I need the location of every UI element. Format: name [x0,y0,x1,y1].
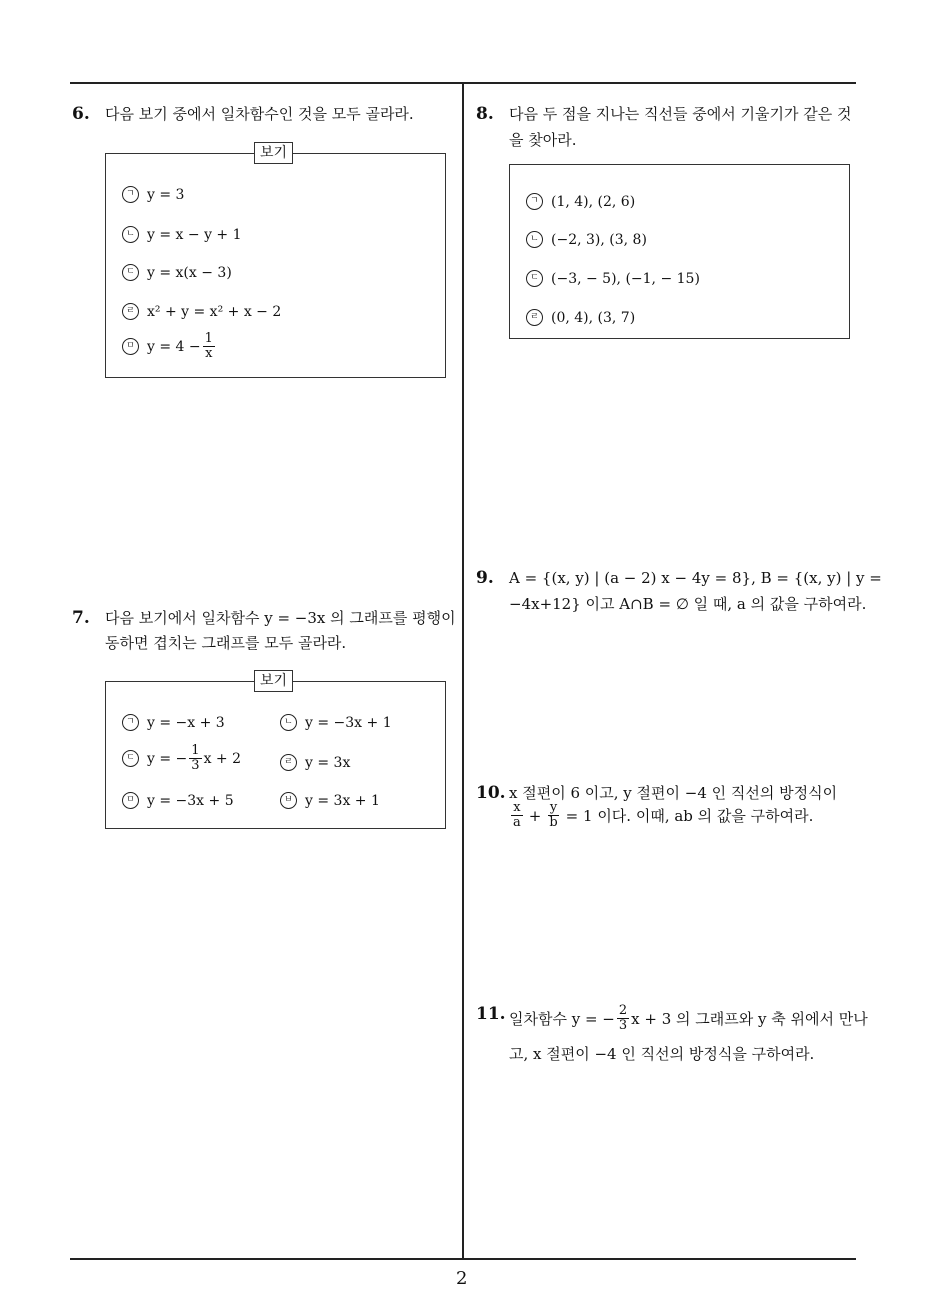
q6-item-5 [122,332,217,361]
q11-line-1-pre: 일차함수 y = − [509,1010,615,1028]
q11-frac-den: 3 [618,1018,628,1033]
q8-item-4-expr: (0, 4), (3, 7) [551,309,636,326]
q7-item-4 [280,754,350,771]
q7-item-3-fraction [189,744,201,773]
q7-line-2: 동하면 겹치는 그래프를 모두 골라라. [105,634,347,652]
q10-frac-1 [511,801,523,830]
q8-item-3-expr: (−3, − 5), (−1, − 15) [551,270,700,287]
q7-item-4-mark: ㄹ [280,754,297,771]
q7-item-6-expr: y = 3x + 1 [305,792,380,809]
q6-item-2-mark: ㄴ [122,226,139,243]
q7-item-3-expr-post: x + 2 [203,750,241,767]
q10-frac-2-den: b [549,815,558,830]
q10-line-1: x 절편이 6 이고, y 절편이 −4 인 직선의 방정식이 [509,784,838,802]
q11-line-1 [509,1004,868,1033]
q6-item-1-expr: y = 3 [147,186,185,203]
q6-text: 다음 보기 중에서 일차함수인 것을 모두 골라라. [105,105,414,123]
q7-line-1: 다음 보기에서 일차함수 y = −3x 의 그래프를 평행이 [105,609,456,627]
q8-item-3-mark: ㄷ [526,270,543,287]
q6-item-5-mark: ㅁ [122,338,139,355]
q8-item-2-expr: (−2, 3), (3, 8) [551,231,647,248]
q10-frac-2-num: y [549,800,558,815]
q7-item-3-expr-pre: y = − [147,750,188,767]
q6-box-title: 보기 [254,142,293,164]
q11-frac-num: 2 [618,1003,628,1018]
page-number: 2 [456,1268,468,1289]
q8-item-1 [526,193,635,210]
q10-frac-1-den: a [513,815,521,830]
q7-item-6 [280,792,380,809]
q7-item-2-expr: y = −3x + 1 [305,714,392,731]
q8-item-4 [526,309,635,326]
q8-line-1: 다음 두 점을 지나는 직선들 중에서 기울기가 같은 것 [509,105,852,123]
q6-item-1 [122,186,184,203]
q7-item-3-mark: ㄷ [122,750,139,767]
q7-item-4-expr: y = 3x [305,754,351,771]
q7-item-3-frac-num: 1 [191,743,200,758]
q8-item-3 [526,270,700,287]
q6-item-3 [122,264,232,281]
bottom-rule [70,1258,856,1260]
q7-item-2 [280,714,392,731]
q10-number: 10. [476,783,506,803]
q7-item-1-mark: ㄱ [122,714,139,731]
q6-item-3-mark: ㄷ [122,264,139,281]
q7-number: 7. [72,608,90,628]
q6-item-5-fraction [203,332,215,361]
q6-item-3-expr: y = x(x − 3) [147,264,232,281]
q6-item-5-expr: y = 4 − [147,338,201,355]
q11-fraction [617,1004,629,1033]
q10-frac-1-num: x [513,800,521,815]
q6-item-5-frac-num: 1 [204,331,213,346]
q8-item-2-mark: ㄴ [526,231,543,248]
q7-item-5-mark: ㅁ [122,792,139,809]
q10-plus: + [528,806,542,825]
q6-item-2 [122,226,242,243]
q7-item-3-frac-den: 3 [191,758,200,773]
q8-item-1-expr: (1, 4), (2, 6) [551,193,636,210]
q7-item-5-expr: y = −3x + 5 [147,792,234,809]
q7-item-5 [122,792,234,809]
q10-line-2-text: = 1 이다. 이때, ab 의 값을 구하여라. [565,807,814,825]
q10-line-2 [509,801,813,830]
q7-box-title: 보기 [254,670,293,692]
q8-line-2: 을 찾아라. [509,131,577,149]
q7-item-6-mark: ㅂ [280,792,297,809]
q9-line-1: A = {(x, y) | (a − 2) x − 4y = 8}, B = {(x, y) | y = [509,569,882,587]
q6-item-5-frac-den: x [205,346,213,361]
q6-item-4-mark: ㄹ [122,303,139,320]
q6-item-1-mark: ㄱ [122,186,139,203]
q11-line-2: 고, x 절편이 −4 인 직선의 방정식을 구하여라. [509,1045,815,1063]
q10-frac-2 [547,801,559,830]
q11-number: 11. [476,1004,506,1024]
q6-item-4 [122,303,281,320]
q9-number: 9. [476,568,494,588]
q6-item-2-expr: y = x − y + 1 [147,226,242,243]
q7-item-1 [122,714,225,731]
q9-line-2: −4x+12} 이고 A∩B = ∅ 일 때, a 의 값을 구하여라. [509,595,867,613]
column-divider [462,82,464,1259]
q7-item-1-expr: y = −x + 3 [147,714,225,731]
q6-number: 6. [72,104,90,124]
q7-item-2-mark: ㄴ [280,714,297,731]
q6-item-4-expr: x² + y = x² + x − 2 [147,303,282,320]
q7-item-3 [122,744,241,773]
q8-item-4-mark: ㄹ [526,309,543,326]
q11-line-1-post: x + 3 의 그래프와 y 축 위에서 만나 [631,1010,868,1028]
q8-item-1-mark: ㄱ [526,193,543,210]
q8-number: 8. [476,104,494,124]
q8-item-2 [526,231,647,248]
